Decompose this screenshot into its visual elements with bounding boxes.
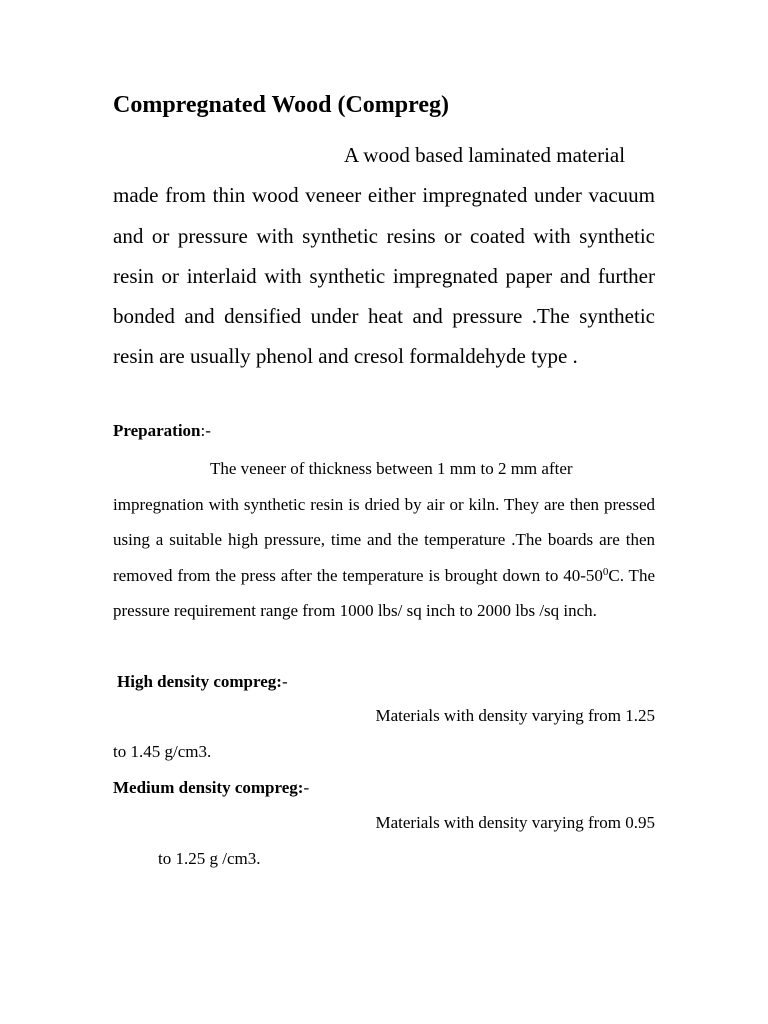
high-density-heading-label: High density compreg: xyxy=(117,672,282,691)
preparation-heading xyxy=(113,421,211,441)
preparation-paragraph xyxy=(113,451,655,629)
medium-density-heading-suffix: - xyxy=(303,778,310,797)
preparation-heading-suffix: :- xyxy=(200,421,211,440)
document-title: Compregnated Wood (Compreg) xyxy=(113,92,449,118)
high-density-heading-suffix: - xyxy=(281,672,288,691)
medium-density-line-2: to 1.25 g /cm3. xyxy=(158,849,261,868)
intro-first-line: A wood based laminated material xyxy=(344,143,626,167)
medium-density-heading xyxy=(113,778,309,798)
preparation-body-part1: impregnation with synthetic resin is dried by air or kiln. They are then pressed using a suitable high pressure, time and the temperature .The boards are then removed from the press after the temperature is brought down to 40-50 xyxy=(113,494,655,585)
intro-body-text: made from thin wood veneer either impregnated under vacuum and or pressure with synthetic resins or coated with synthetic resin or interlaid with synthetic impregnated paper and further bonded and densified under heat and pressure .The synthetic resin are usually phenol and cresol formaldehyde type . xyxy=(113,183,655,369)
high-density-line-2: to 1.45 g/cm3. xyxy=(113,742,212,761)
medium-density-heading-label: Medium density compreg: xyxy=(113,778,304,797)
preparation-heading-label: Preparation xyxy=(113,421,201,440)
intro-paragraph xyxy=(113,135,655,377)
high-density-line-1: Materials with density varying from 1.25 xyxy=(375,706,655,725)
degree-superscript: 0 xyxy=(602,565,609,578)
medium-density-line-1: Materials with density varying from 0.95 xyxy=(375,813,655,832)
high-density-heading xyxy=(117,672,288,692)
preparation-first-line: The veneer of thickness between 1 mm to 2 mm after xyxy=(210,459,573,478)
preparation-body-part2: C. The pressure requirement range from 1000 lbs/ sq inch to 2000 lbs /sq inch. xyxy=(113,565,655,621)
